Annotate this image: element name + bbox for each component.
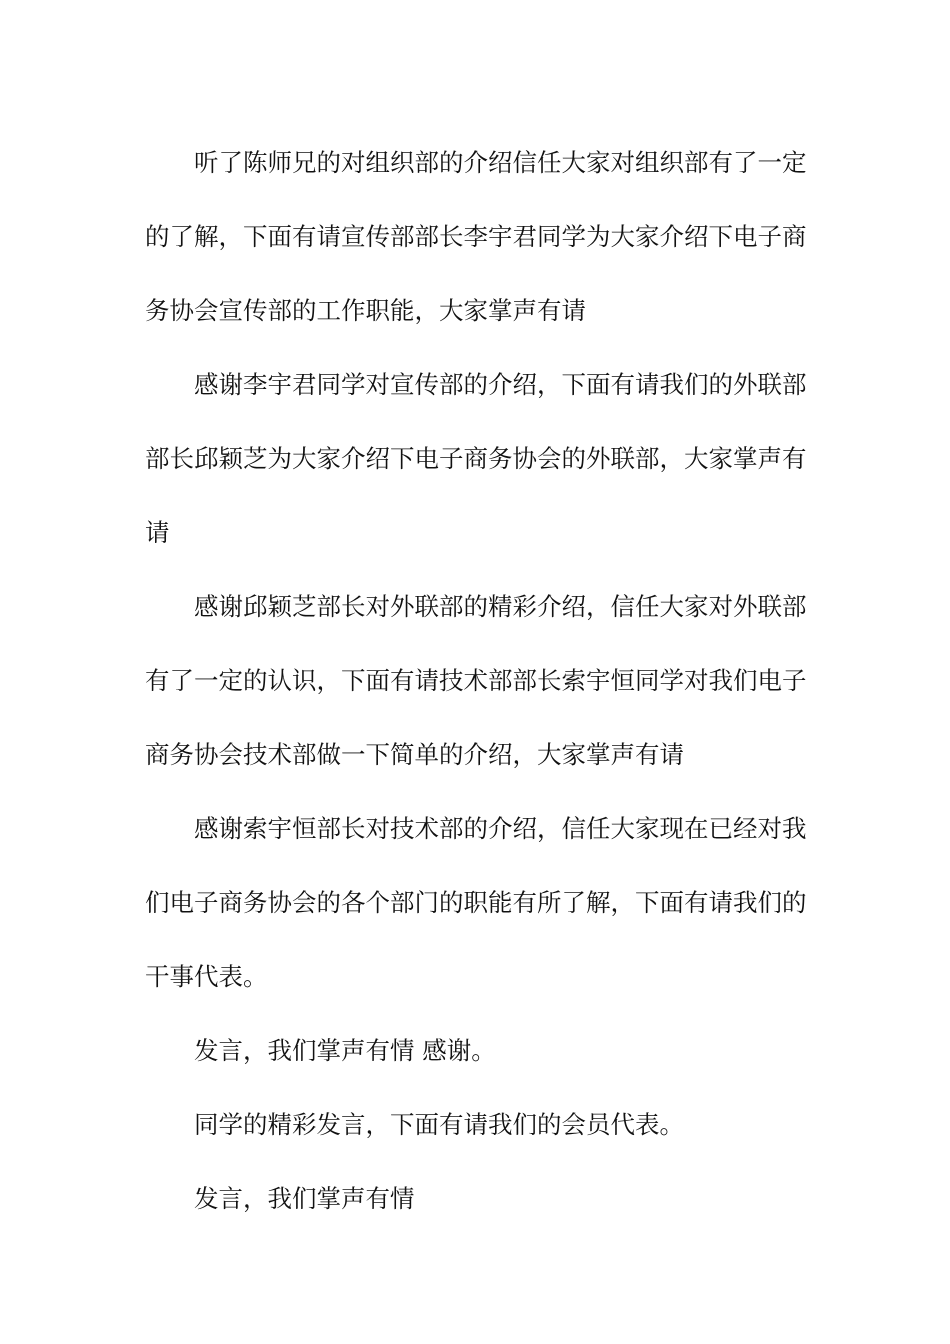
paragraph bbox=[145, 1014, 805, 1088]
text-line: 发言，我们掌声有情 bbox=[194, 1184, 415, 1213]
text-line: 干事代表。 bbox=[145, 962, 268, 991]
paragraph bbox=[145, 792, 805, 1014]
text-line: 听了陈师兄的对组织部的介绍信任大家对组织部有了一定 bbox=[194, 148, 807, 177]
text-line: 感谢李宇君同学对宣传部的介绍，下面有请我们的外联部 bbox=[194, 370, 807, 399]
text-line: 们电子商务协会的各个部门的职能有所了解，下面有请我们的 bbox=[145, 888, 807, 917]
text-line: 务协会宣传部的工作职能，大家掌声有请 bbox=[145, 296, 586, 325]
paragraph bbox=[145, 1088, 805, 1162]
paragraph bbox=[145, 570, 805, 792]
text-line: 同学的精彩发言，下面有请我们的会员代表。 bbox=[194, 1110, 684, 1139]
text-line: 感谢索宇恒部长对技术部的介绍，信任大家现在已经对我 bbox=[194, 814, 807, 843]
paragraph bbox=[145, 1162, 805, 1236]
text-line: 感谢邱颖芝部长对外联部的精彩介绍，信任大家对外联部 bbox=[194, 592, 807, 621]
text-line: 请 bbox=[145, 518, 170, 547]
text-line: 部长邱颖芝为大家介绍下电子商务协会的外联部，大家掌声有 bbox=[145, 444, 807, 473]
paragraph bbox=[145, 126, 805, 348]
text-line: 商务协会技术部做一下简单的介绍，大家掌声有请 bbox=[145, 740, 684, 769]
paragraph bbox=[145, 348, 805, 570]
text-line: 有了一定的认识，下面有请技术部部长索宇恒同学对我们电子 bbox=[145, 666, 807, 695]
text-line: 的了解，下面有请宣传部部长李宇君同学为大家介绍下电子商 bbox=[145, 222, 807, 251]
text-line: 发言，我们掌声有情 感谢。 bbox=[194, 1036, 496, 1065]
document-body bbox=[145, 126, 805, 1236]
